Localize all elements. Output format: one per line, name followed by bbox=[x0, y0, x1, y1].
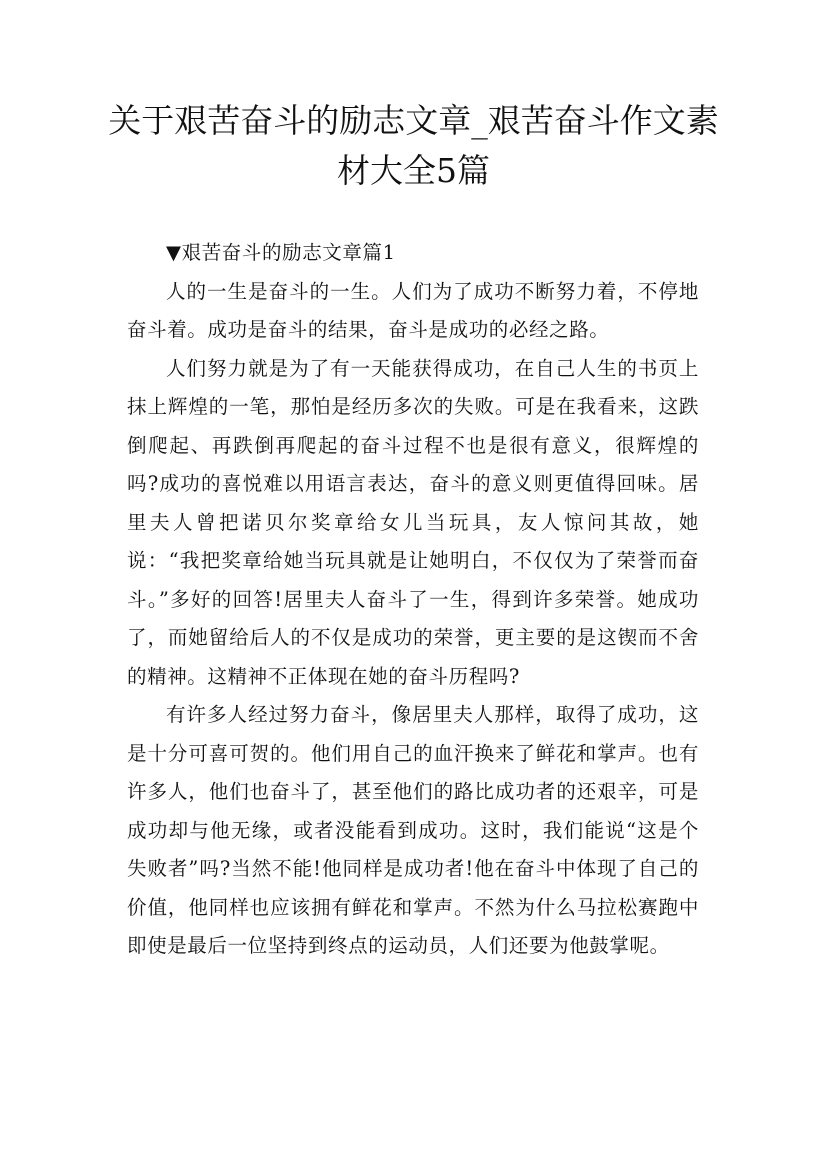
paragraph-1: 人的一生是奋斗的一生。人们为了成功不断努力着，不停地奋斗着。成功是奋斗的结果，奋斗是成功的必经之路。 bbox=[127, 279, 699, 341]
section-heading: ▼艰苦奋斗的励志文章篇1 bbox=[166, 241, 396, 264]
paragraph-3: 有许多人经过努力奋斗，像居里夫人那样，取得了成功，这是十分可喜可贺的。他们用自己的血汗换来了鲜花和掌声。也有许多人，他们也奋斗了，甚至他们的路比成功者的还艰辛，可是成功却与他无缘，或者没能看到成功。这时，我们能说“这是个失败者”吗?当然不能!他同样是成功者!他在奋斗中体现了自己的价值，他同样也应该拥有鲜花和掌声。不然为什么马拉松赛跑中即使是最后一位坚持到终点的运动员，人们还要为他鼓掌呢。 bbox=[127, 703, 699, 957]
document-title: 关于艰苦奋斗的励志文章_艰苦奋斗作文素材大全5篇 bbox=[108, 101, 719, 190]
paragraph-2: 人们努力就是为了有一天能获得成功，在自己人生的书页上抹上辉煌的一笔，那怕是经历多次的失败。可是在我看来，这跌倒爬起、再跌倒再爬起的奋斗过程不也是很有意义，很辉煌的吗?成功的喜悦难以用语言表达，奋斗的意义则更值得回味。居里夫人曾把诺贝尔奖章给女儿当玩具，友人惊问其故，她说：“我把奖章给她当玩具就是让她明白，不仅仅为了荣誉而奋斗。”多好的回答!居里夫人奋斗了一生，得到许多荣誉。她成功了，而她留给后人的不仅是成功的荣誉，更主要的是这锲而不舍的精神。这精神不正体现在她的奋斗历程吗? bbox=[127, 356, 699, 688]
article-body bbox=[127, 234, 699, 966]
